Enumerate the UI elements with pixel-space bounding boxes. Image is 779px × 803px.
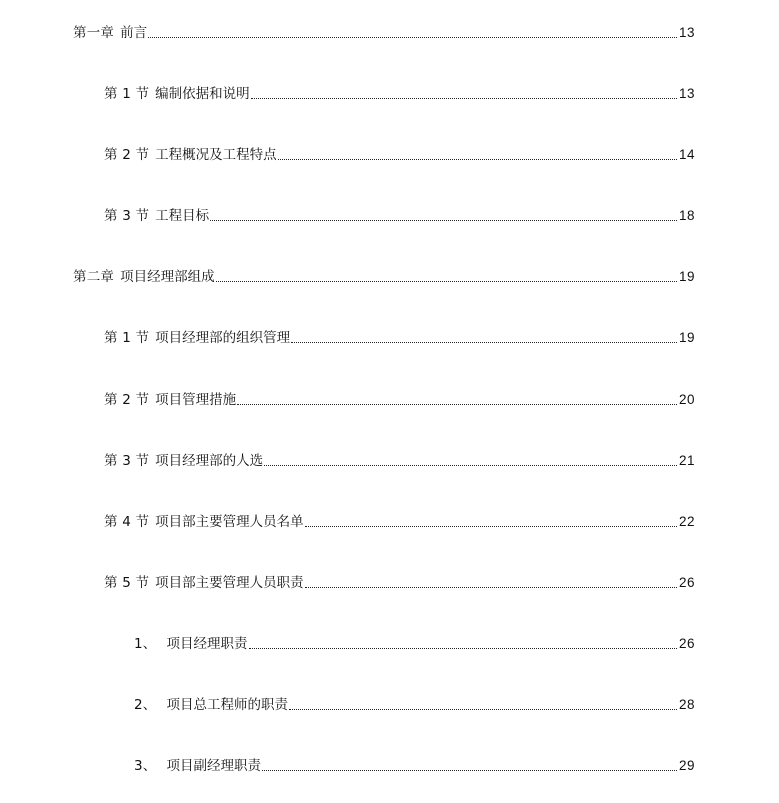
dot-leader [305,586,677,588]
toc-entry-section-2-2[interactable] [104,388,695,408]
toc-entry-title: 项目经理职责 [166,636,248,652]
toc-entry-page-number: 13 [678,86,695,101]
toc-entry-number: 第 3 节 [104,453,150,469]
toc-entry-number: 1、 [134,636,157,652]
toc-entry-section-1-1[interactable] [104,82,695,102]
toc-entry-page-number: 28 [678,697,695,712]
toc-entry-page-number: 21 [678,453,695,468]
toc-entry-page-number: 22 [678,514,695,529]
toc-entry-number: 2、 [134,697,157,713]
toc-entry-title: 项目部主要管理人员职责 [155,575,304,591]
toc-entry-title: 工程目标 [155,208,210,224]
toc-entry-section-2-1[interactable] [104,326,695,346]
toc-entry-number: 第 5 节 [104,575,150,591]
toc-entry-section-2-4[interactable] [104,510,695,530]
toc-entry-number: 第 1 节 [104,330,150,346]
toc-entry-page-number: 29 [678,758,695,773]
toc-entry-title: 项目管理措施 [155,392,237,408]
toc-entry-chapter-2[interactable] [73,265,695,285]
toc-entry-chapter-1[interactable] [73,21,695,41]
dot-leader [251,97,677,99]
dot-leader [210,219,677,221]
toc-entry-page-number: 19 [678,269,695,284]
toc-entry-title: 项目副经理职责 [166,758,261,774]
toc-entry-title: 编制依据和说明 [155,86,250,102]
toc-entry-number: 第 4 节 [104,514,150,530]
toc-entry-page-number: 14 [678,147,695,162]
toc-entry-item-1[interactable] [134,632,695,652]
dot-leader [148,36,677,38]
toc-entry-number: 第 3 节 [104,208,150,224]
toc-entry-number: 第二章 [73,269,115,285]
dot-leader [291,341,677,343]
dot-leader [264,464,677,466]
toc-entry-page-number: 26 [678,636,695,651]
toc-entry-title: 项目部主要管理人员名单 [155,514,304,530]
toc-entry-number: 第 2 节 [104,147,150,163]
dot-leader [262,769,677,771]
dot-leader [216,280,677,282]
toc-entry-page-number: 13 [678,25,695,40]
dot-leader [237,403,677,405]
toc-entry-item-3[interactable] [134,754,695,774]
dot-leader [249,647,677,649]
dot-leader [278,158,677,160]
toc-entry-number: 3、 [134,758,157,774]
toc-entry-title: 项目经理部的组织管理 [155,330,291,346]
toc-entry-title: 项目经理部组成 [120,269,215,285]
toc-entry-page-number: 18 [678,208,695,223]
toc-entry-item-2[interactable] [134,693,695,713]
toc-entry-section-2-3[interactable] [104,449,695,469]
toc-entry-title: 工程概况及工程特点 [155,147,277,163]
toc-entry-section-1-2[interactable] [104,143,695,163]
dot-leader [305,525,677,527]
toc-entry-page-number: 20 [678,392,695,407]
toc-entry-title: 项目经理部的人选 [155,453,264,469]
toc-entry-page-number: 26 [678,575,695,590]
dot-leader [289,708,677,710]
toc-entry-number: 第 1 节 [104,86,150,102]
toc-entry-title: 前言 [120,25,148,41]
toc-entry-title: 项目总工程师的职责 [166,697,288,713]
toc-entry-number: 第 2 节 [104,392,150,408]
toc-entry-section-2-5[interactable] [104,571,695,591]
toc-entry-page-number: 19 [678,330,695,345]
toc-entry-section-1-3[interactable] [104,204,695,224]
toc-entry-number: 第一章 [73,25,115,41]
